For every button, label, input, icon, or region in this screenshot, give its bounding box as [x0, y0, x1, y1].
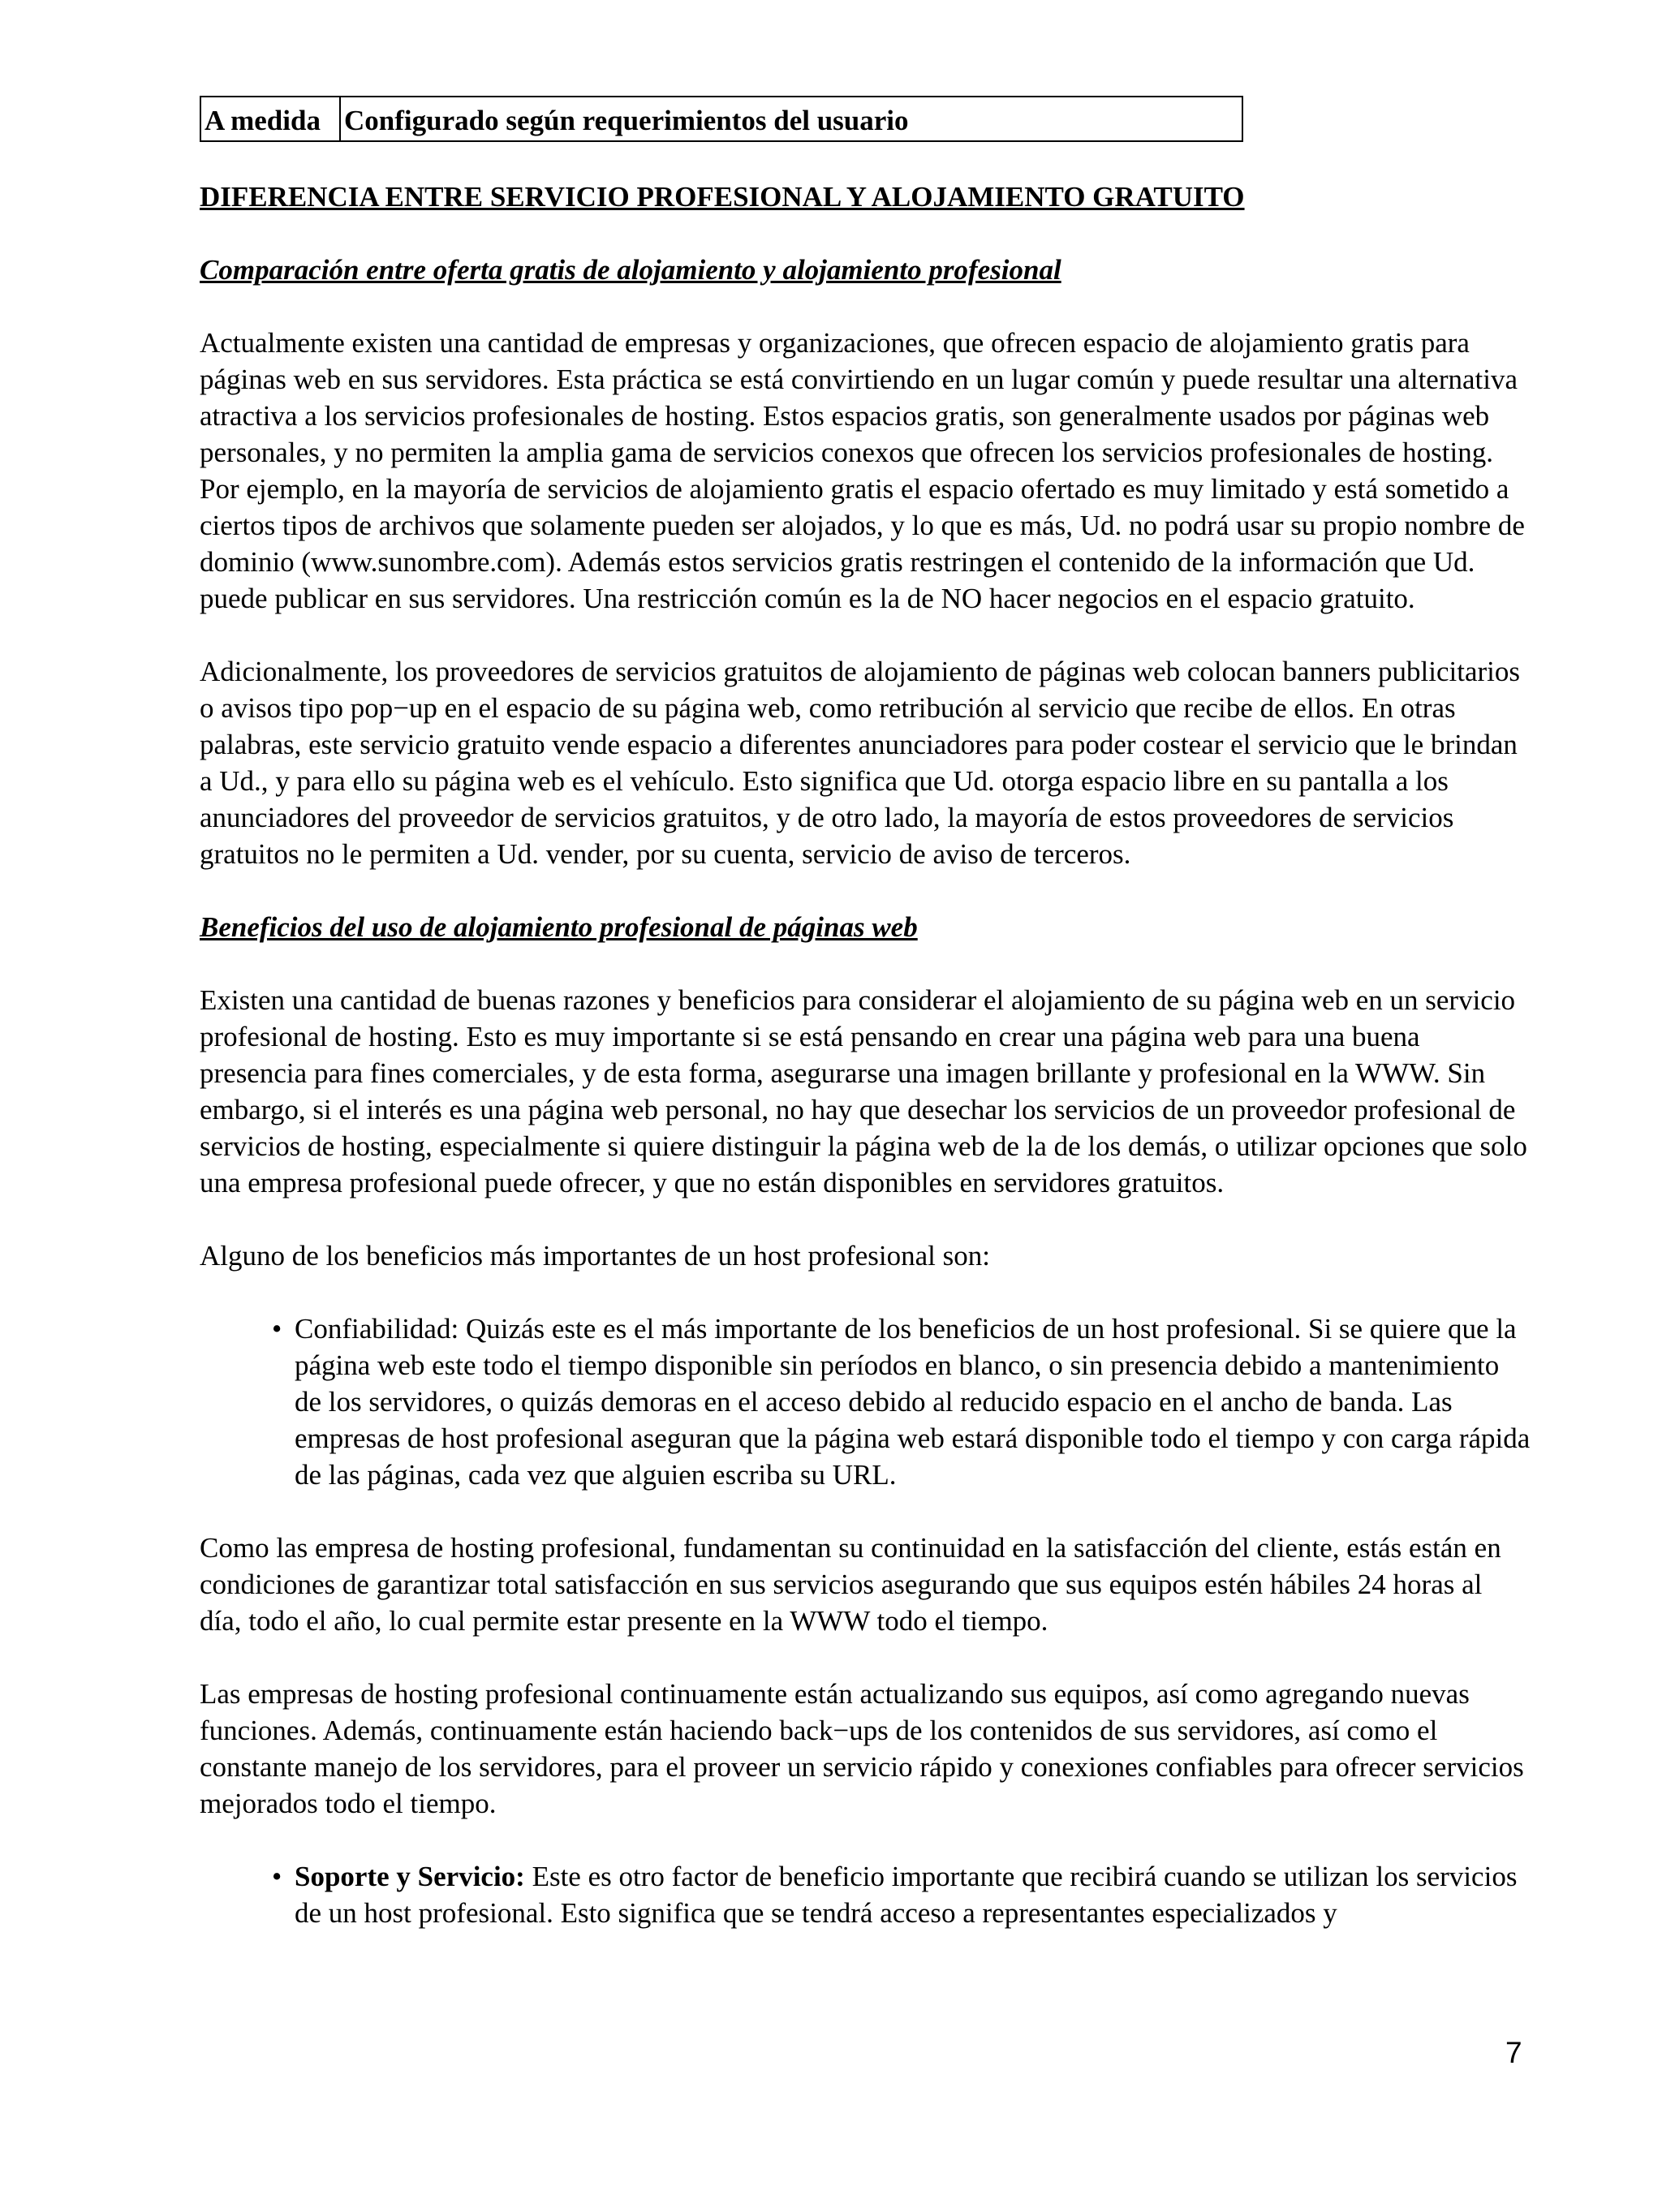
benefits-list-2 — [200, 1858, 1531, 1931]
paragraph-reasons: Existen una cantidad de buenas razones y beneficios para considerar el alojamiento de su página web en un servicio profesional de hosting. Esto es muy importante si se está pensando en crear una página web para una buena presencia para fines comerciales, y de esta forma, asegurarse una imagen brillante y profesional en la WWW. Sin embargo, si el interés es una página web personal, no hay que desechar los servicios de un proveedor profesional de servicios de hosting, especialmente si quiere distinguir la página web de la de los demás, o utilizar opciones que solo una empresa profesional puede ofrecer, y que no están disponibles en servidores gratuitos. — [200, 984, 1527, 1199]
list-item-text: Confiabilidad: Quizás este es el más importante de los beneficios de un host profesional. Si se quiere que la página web este todo el tiempo disponible sin períodos en blanco, o sin presencia debido a mantenimiento de los servidores, o quizás demoras en el acceso debido al reducido espacio en el ancho de banda. Las empresas de host profesional aseguran que la página web estará disponible todo el tiempo y con carga rápida de las páginas, cada vez que alguien escriba su URL. — [295, 1313, 1531, 1491]
list-item-title: Soporte y Servicio: — [295, 1861, 525, 1892]
table-cell-description: Configurado según requerimientos del usuario — [340, 97, 1242, 141]
paragraph-free-hosting: Actualmente existen una cantidad de empresas y organizaciones, que ofrecen espacio de alojamiento gratis para páginas web en sus servidores. Esta práctica se está convirtiendo en un lugar común y puede resultar una alternativa atractiva a los servicios profesionales de hosting. Estos espacios gratis, son generalmente usados por páginas web personales, y no permiten la amplia gama de servicios conexos que ofrecen los servicios profesionales de hosting. Por ejemplo, en la mayoría de servicios de alojamiento gratis el espacio ofertado es muy limitado y está sometido a ciertos tipos de archivos que solamente pueden ser alojados, y lo que es más, Ud. no podrá usar su propio nombre de dominio (www.sunombre.com). Además estos servicios gratis restringen el contenido de la información que Ud. puede publicar en sus servidores. Una restricción común es la de NO hacer negocios en el espacio gratuito. — [200, 327, 1525, 614]
table-cell-label: A medida — [200, 97, 340, 141]
section-heading: DIFERENCIA ENTRE SERVICIO PROFESIONAL Y ALOJAMIENTO GRATUITO — [200, 181, 1245, 213]
paragraph-continuity: Como las empresa de hosting profesional, fundamentan su continuidad en la satisfacción del cliente, estás están en condiciones de garantizar total satisfacción en sus servicios asegurando que sus equipos estén hábiles 24 horas al día, todo el año, lo cual permite estar presente en la WWW todo el tiempo. — [200, 1532, 1501, 1637]
page-number: 7 — [1505, 2036, 1522, 2069]
paragraph-updates: Las empresas de hosting profesional continuamente están actualizando sus equipos, así como agregando nuevas funciones. Además, continuamente están haciendo back−ups de los contenidos de sus servidores, así como el constante manejo de los servidores, para el proveer un servicio rápido y conexiones confiables para ofrecer servicios mejorados todo el tiempo. — [200, 1678, 1524, 1819]
table-row — [200, 97, 1242, 141]
subheading-comparison: Comparación entre oferta gratis de alojamiento y alojamiento profesional — [200, 254, 1061, 286]
bullet-icon: • — [272, 1313, 282, 1345]
paragraph-advertising: Adicionalmente, los proveedores de servicios gratuitos de alojamiento de páginas web colocan banners publicitarios o avisos tipo pop−up en el espacio de su página web, como retribución al servicio que recibe de ellos. En otras palabras, este servicio gratuito vende espacio a diferentes anunciadores para poder costear el servicio que le brindan a Ud., y para ello su página web es el vehículo. Esto significa que Ud. otorga espacio libre en su pantalla a los anunciadores del proveedor de servicios gratuitos, y de otro lado, la mayoría de estos proveedores de servicios gratuitos no le permiten a Ud. vender, por su cuenta, servicio de aviso de terceros. — [200, 656, 1521, 870]
benefits-list-1 — [200, 1310, 1531, 1493]
paragraph-benefits-intro: Alguno de los beneficios más importantes de un host profesional son: — [200, 1240, 991, 1272]
list-item-support — [272, 1858, 1531, 1931]
page-content — [200, 96, 1531, 1931]
bullet-icon: • — [272, 1861, 282, 1892]
customization-table — [200, 96, 1243, 142]
list-item-reliability — [272, 1310, 1531, 1493]
list-item-text: Este es otro factor de beneficio importante que recibirá cuando se utilizan los servicios de un host profesional. Esto significa que se tendrá acceso a representantes especializados y — [295, 1861, 1518, 1929]
subheading-benefits: Beneficios del uso de alojamiento profesional de páginas web — [200, 911, 918, 943]
